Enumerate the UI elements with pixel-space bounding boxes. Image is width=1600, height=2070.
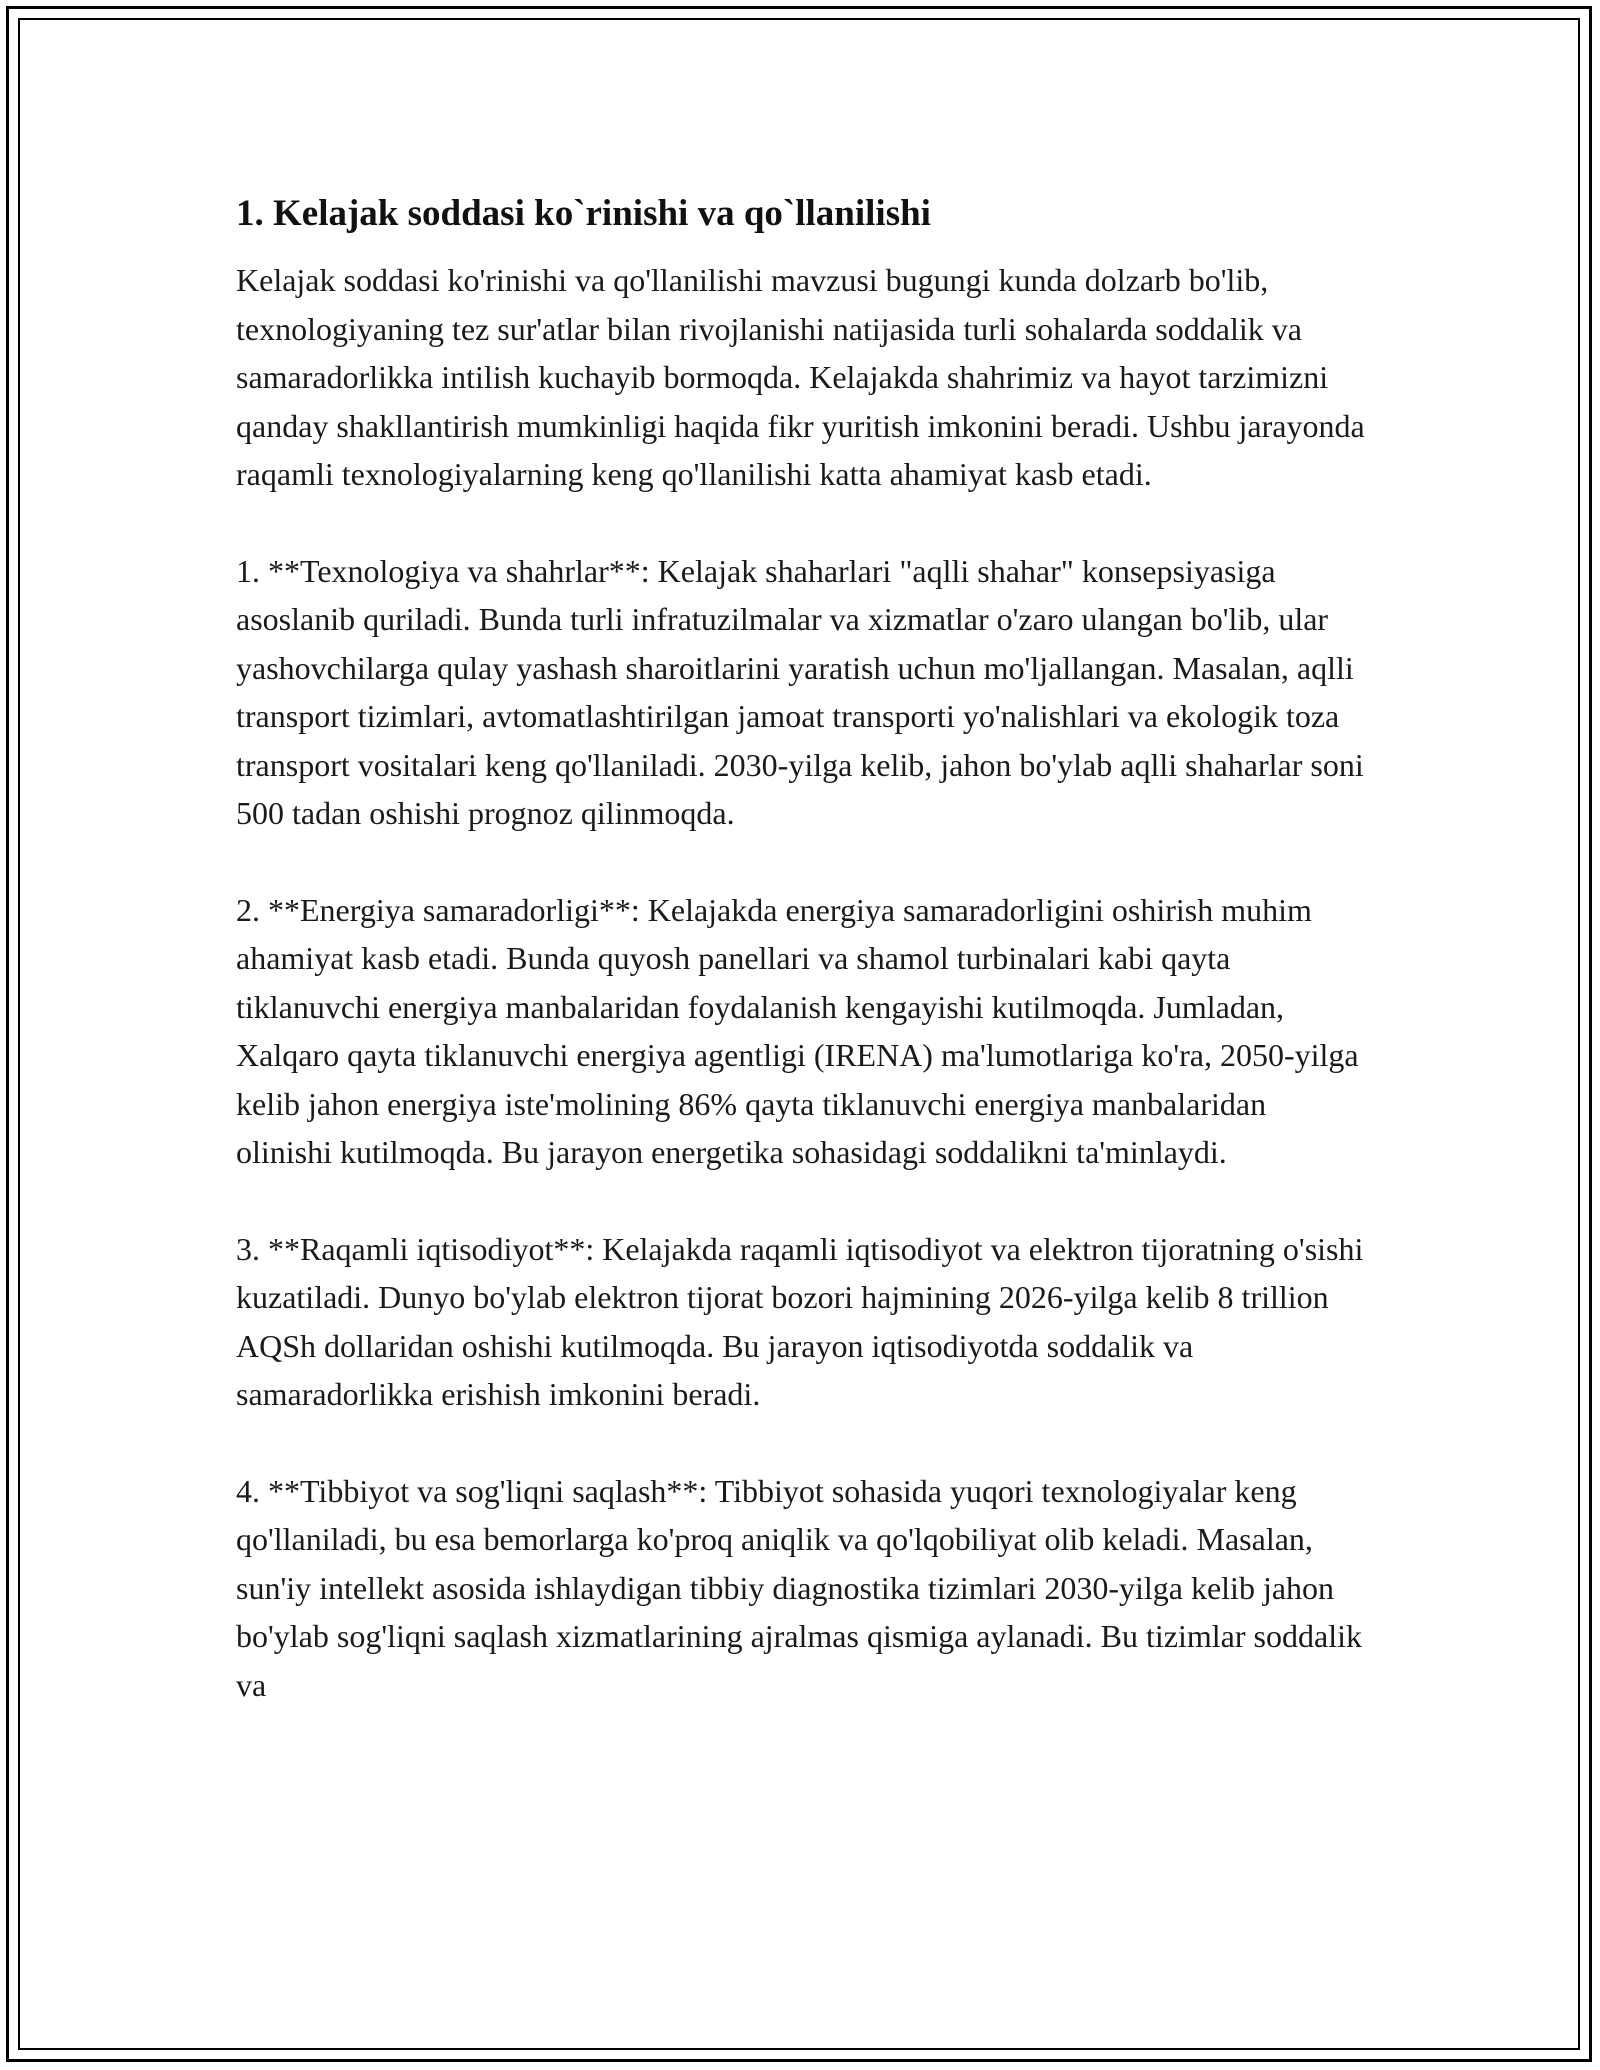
section-heading: 1. Kelajak soddasi ko`rinishi va qo`llanilishi <box>236 193 931 234</box>
paragraph-healthcare: 4. **Tibbiyot va sog'liqni saqlash**: Tibbiyot sohasida yuqori texnologiyalar keng qo'llaniladi, bu esa bemorlarga ko'proq aniqlik va qo'lqobiliyat olib keladi. Masalan, sun'iy intellekt asosida ishlaydigan tibbiy diagnostika tizimlari 2030-yilga kelib jahon bo'ylab sog'liqni saqlash xizmatlarining ajralmas qismiga aylanadi. Bu tizimlar soddalik va <box>236 1472 1362 1703</box>
paragraph-technology-cities: 1. **Texnologiya va shahrlar**: Kelajak shaharlari "aqlli shahar" konsepsiyasiga asoslanib quriladi. Bunda turli infratuzilmalar va xizmatlar o'zaro ulangan bo'lib, ular yashovchilarga qulay yashash sharoitlarini yaratish uchun mo'ljallangan. Masalan, aqlli transport tizimlari, avtomatlashtirilgan jamoat transporti yo'nalishlari va ekologik toza transport vositalari keng qo'llaniladi. 2030-yilga kelib, jahon bo'ylab aqlli shaharlar soni 500 tadan oshishi prognoz qilinmoqda. <box>236 552 1364 831</box>
paragraph-digital-economy: 3. **Raqamli iqtisodiyot**: Kelajakda raqamli iqtisodiyot va elektron tijoratning o'sishi kuzatiladi. Dunyo bo'ylab elektron tijorat bozori hajmining 2026-yilga kelib 8 trillion AQSh dollaridan oshishi kutilmoqda. Bu jarayon iqtisodiyotda soddalik va samaradorlikka erishish imkonini beradi. <box>236 1230 1364 1412</box>
paragraph-energy-efficiency: 2. **Energiya samaradorligi**: Kelajakda energiya samaradorligini oshirish muhim ahamiyat kasb etadi. Bunda quyosh panellari va shamol turbinalari kabi qayta tiklanuvchi energiya manbalaridan foydalanish kengayishi kutilmoqda. Jumladan, Xalqaro qayta tiklanuvchi energiya agentligi (IRENA) ma'lumotlariga ko'ra, 2050-yilga kelib jahon energiya iste'molining 86% qayta tiklanuvchi energiya manbalaridan olinishi kutilmoqda. Bu jarayon energetika sohasidagi soddalikni ta'minlaydi. <box>236 891 1359 1170</box>
document-body <box>236 186 1366 1757</box>
intro-paragraph: Kelajak soddasi ko'rinishi va qo'llanilishi mavzusi bugungi kunda dolzarb bo'lib, texnologiyaning tez sur'atlar bilan rivojlanishi natijasida turli sohalarda soddalik va samaradorlikka intilish kuchayib bormoqda. Kelajakda shahrimiz va hayot tarzimizni qanday shakllantirish mumkinligi haqida fikr yuritish imkonini beradi. Ushbu jarayonda raqamli texnologiyalarning keng qo'llanilishi katta ahamiyat kasb etadi. <box>236 262 1365 492</box>
